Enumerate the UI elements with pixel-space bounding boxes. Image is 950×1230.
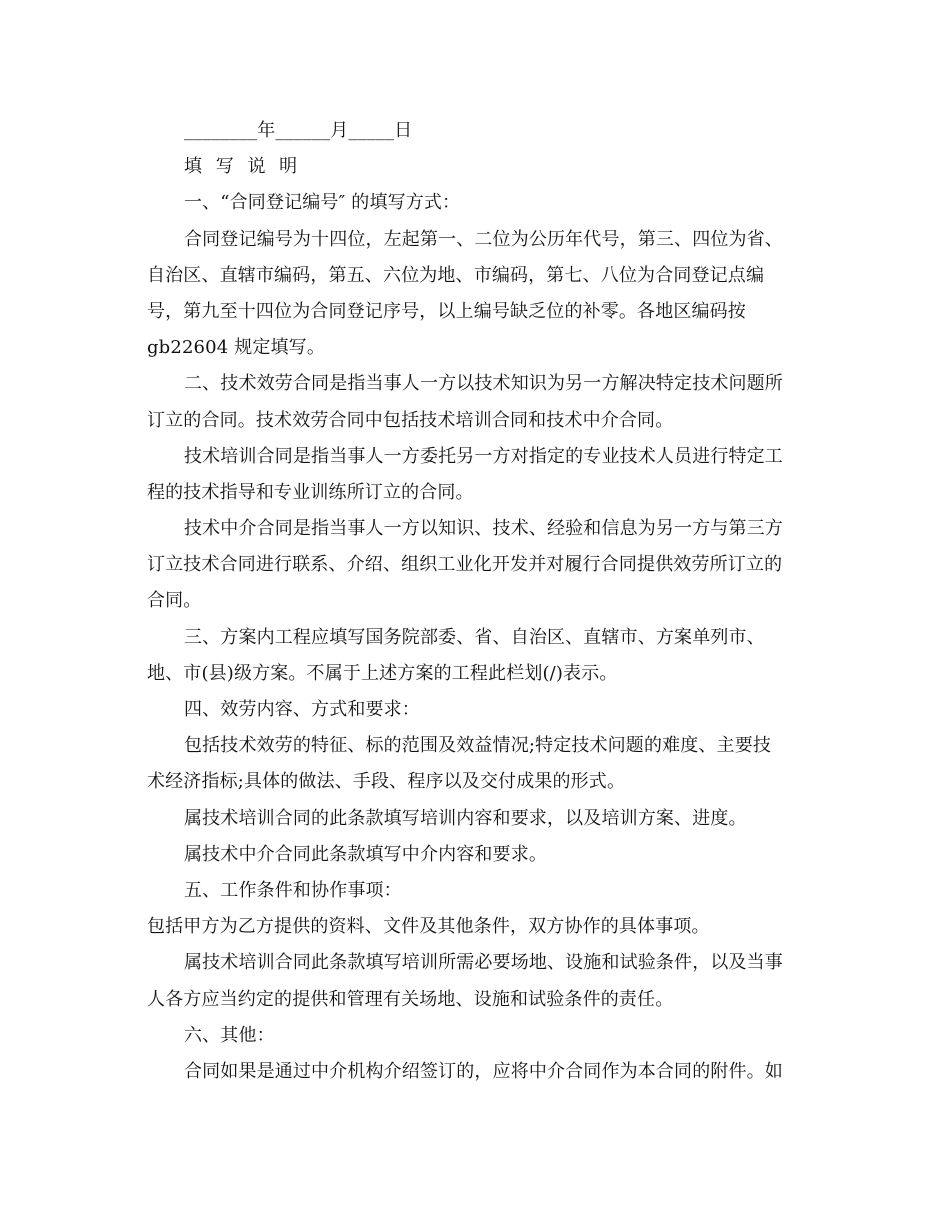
text-line: 五、工作条件和协作事项： — [184, 879, 402, 901]
text-line: 三、方案内工程应填写国务院部委、省、自治区、直辖市、方案单列市、 — [184, 626, 765, 648]
text-line: 二、技术效劳合同是指当事人一方以技术知识为另一方解决特定技术问题所 — [184, 373, 783, 395]
text-line: 技术培训合同是指当事人一方委托另一方对指定的专业技术人员进行特定工 — [184, 445, 783, 467]
text-line: 合同登记编号为十四位，左起第一、二位为公历年代号，第三、四位为省、 — [184, 228, 783, 250]
text-line: 订立的合同。技术效劳合同中包括技术培训合同和技术中介合同。 — [147, 409, 674, 431]
text-line: 合同。 — [147, 590, 202, 612]
text-line: 术经济指标;具体的做法、手段、程序以及交付成果的形式。 — [147, 771, 626, 793]
date-line: ________年______月_____日 — [184, 120, 413, 141]
text-line: 订立技术合同进行联系、介绍、组织工业化开发并对履行合同提供效劳所订立的 — [147, 554, 783, 576]
text-line: 程的技术指导和专业训练所订立的合同。 — [147, 481, 474, 503]
text-line: 包括甲方为乙方提供的资料、文件及其他条件，双方协作的具体事项。 — [147, 916, 710, 938]
paragraph-lines — [147, 185, 807, 1090]
text-line: 合同如果是通过中介机构介绍签订的，应将中介合同作为本合同的附件。如 — [184, 1060, 783, 1082]
document-body — [147, 113, 807, 1090]
text-line: 自治区、直辖市编码，第五、六位为地、市编码，第七、八位为合同登记点编 — [147, 264, 765, 286]
text-line: 技术中介合同是指当事人一方以知识、技术、经验和信息为另一方与第三方 — [184, 518, 783, 540]
text-line: 属技术中介合同此条款填写中介内容和要求。 — [184, 843, 547, 865]
text-line: 包括技术效劳的特征、标的范围及效益情况;特定技术问题的难度、主要技 — [184, 735, 772, 757]
text-line: gb22604 规定填写。 — [147, 337, 325, 359]
text-line: 属技术培训合同此条款填写培训所需必要场地、设施和试验条件，以及当事 — [184, 952, 783, 974]
text-line: 四、效劳内容、方式和要求： — [184, 699, 420, 720]
document-title: 填 写 说 明 — [184, 156, 302, 178]
text-line: 属技术培训合同的此条款填写培训内容和要求，以及培训方案、进度。 — [184, 807, 747, 829]
text-line: 地、市(县)级方案。不属于上述方案的工程此栏划(/)表示。 — [147, 662, 618, 684]
text-line: 人各方应当约定的提供和管理有关场地、设施和试验条件的责任。 — [147, 988, 674, 1010]
text-line: 号，第九至十四位为合同登记序号，以上编号缺乏位的补零。各地区编码按 — [147, 300, 746, 322]
text-line: 六、其他： — [184, 1024, 275, 1046]
text-line: 一、“合同登记编号″ 的填写方式： — [184, 192, 461, 214]
